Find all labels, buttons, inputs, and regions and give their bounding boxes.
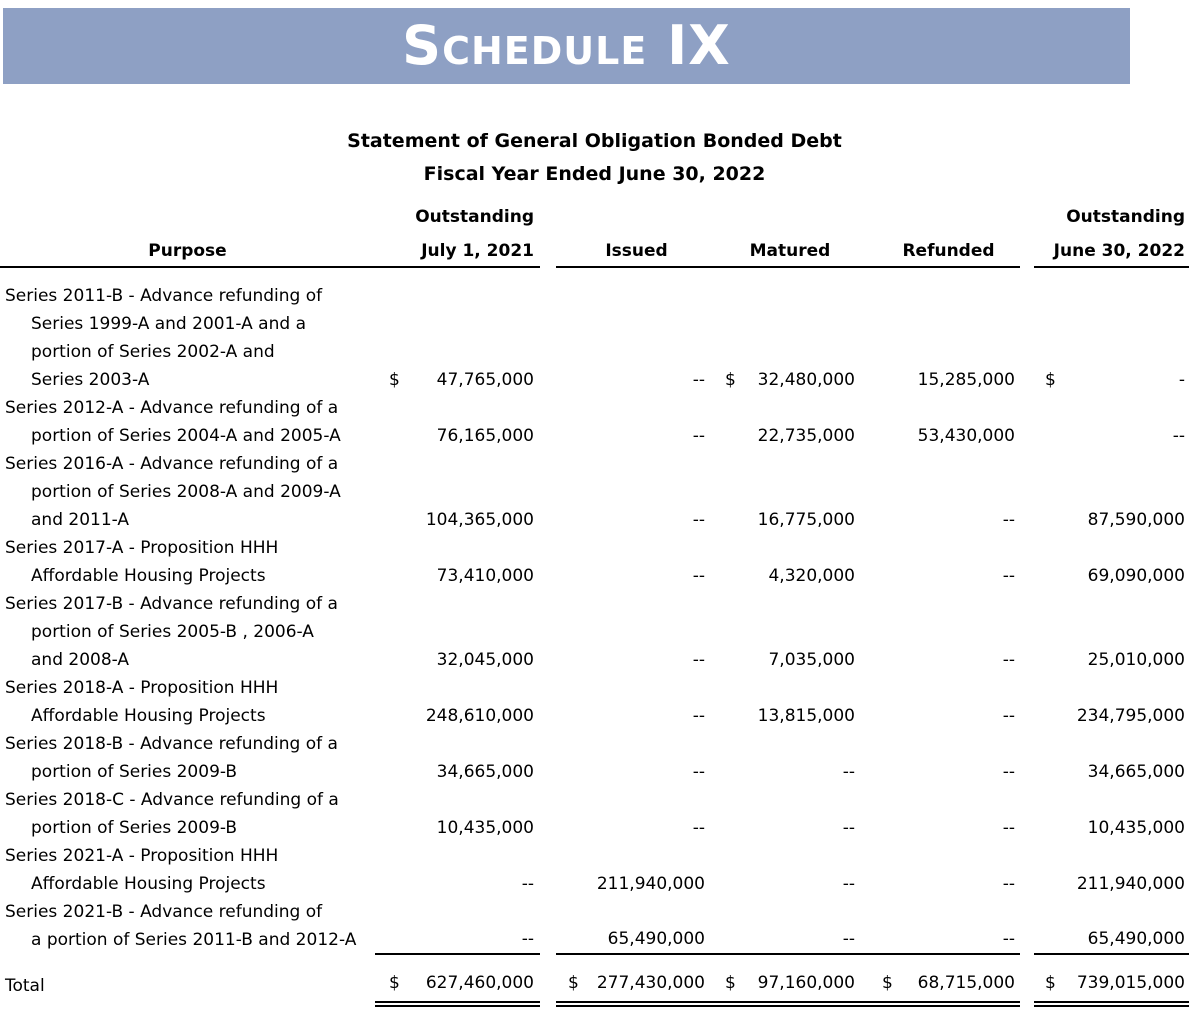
- amount-value: 73,410,000: [436, 566, 534, 586]
- header-purpose: Purpose: [0, 227, 375, 267]
- purpose-cell: [0, 730, 375, 786]
- amount-value: --: [842, 818, 855, 838]
- amount-value: 65,490,000: [607, 929, 705, 949]
- purpose-line: a portion of Series 2011-B and 2012-A: [31, 930, 357, 950]
- amount-value: 32,045,000: [436, 650, 534, 670]
- column-gap: [1020, 674, 1034, 730]
- purpose-line: Series 2017-A - Proposition HHH: [5, 538, 279, 558]
- header-june-date: June 30, 2022: [1034, 227, 1189, 267]
- cell-refunded: [866, 786, 1020, 842]
- document-title: Statement of General Obligation Bonded Debt: [347, 130, 842, 152]
- cell-matured: [712, 674, 866, 730]
- cell-outstanding-july: [375, 590, 540, 674]
- cell-outstanding-july: [375, 267, 540, 394]
- amount-value: --: [1002, 762, 1015, 782]
- purpose-line: Series 2003-A: [31, 370, 150, 390]
- spacer-row: [0, 954, 1189, 969]
- cell-outstanding-june: [1034, 534, 1189, 590]
- table-row: [0, 674, 1189, 730]
- cell-refunded: [866, 898, 1020, 954]
- amount-value: 22,735,000: [757, 426, 855, 446]
- purpose-cell: [0, 450, 375, 534]
- column-gap: [1020, 227, 1034, 267]
- cell-outstanding-july: [375, 786, 540, 842]
- purpose-line: Series 2021-A - Proposition HHH: [5, 846, 279, 866]
- amount-value: --: [1002, 650, 1015, 670]
- cell-refunded: [866, 394, 1020, 450]
- purpose-line: Series 2011-B - Advance refunding of: [5, 286, 323, 306]
- cell-outstanding-june: [1034, 730, 1189, 786]
- document-subtitle: Fiscal Year Ended June 30, 2022: [423, 163, 766, 185]
- purpose-line: portion of Series 2009-B: [31, 762, 238, 782]
- column-gap: [1020, 534, 1034, 590]
- header-matured: Matured: [712, 227, 866, 267]
- amount-value: 234,795,000: [1076, 706, 1185, 726]
- amount-value: --: [521, 929, 534, 949]
- table-row: [0, 898, 1189, 954]
- purpose-line: and 2008-A: [31, 650, 130, 670]
- cell-issued: [556, 730, 712, 786]
- total-issued: [556, 969, 712, 1004]
- column-gap: [540, 786, 556, 842]
- purpose-line: Series 1999-A and 2001-A and a: [31, 314, 306, 334]
- amount-value: --: [692, 426, 705, 446]
- dollar-sign: $: [568, 973, 579, 993]
- table-row: [0, 267, 1189, 394]
- cell-issued: [556, 534, 712, 590]
- dollar-sign: $: [882, 973, 893, 993]
- total-label: Total: [5, 976, 45, 996]
- amount-value: 739,015,000: [1076, 973, 1185, 993]
- amount-value: 97,160,000: [757, 973, 855, 993]
- purpose-line: and 2011-A: [31, 510, 130, 530]
- cell-issued: [556, 674, 712, 730]
- column-gap: [540, 201, 556, 227]
- column-gap: [1020, 730, 1034, 786]
- table-row: [0, 394, 1189, 450]
- amount-value: --: [1002, 510, 1015, 530]
- cell-outstanding-june: [1034, 898, 1189, 954]
- column-gap: [1020, 394, 1034, 450]
- amount-value: --: [1002, 874, 1015, 894]
- cell-outstanding-june: [1034, 450, 1189, 534]
- table-row: [0, 842, 1189, 898]
- amount-value: --: [842, 762, 855, 782]
- column-gap: [1020, 450, 1034, 534]
- amount-value: 4,320,000: [768, 566, 855, 586]
- column-gap: [540, 969, 556, 1004]
- amount-value: --: [842, 874, 855, 894]
- header-issued: Issued: [556, 227, 712, 267]
- amount-value: 7,035,000: [768, 650, 855, 670]
- purpose-cell: [0, 674, 375, 730]
- cell-issued: [556, 786, 712, 842]
- table-row: [0, 786, 1189, 842]
- purpose-cell: [0, 898, 375, 954]
- column-gap: [540, 227, 556, 267]
- cell-matured: [712, 842, 866, 898]
- cell-outstanding-june: [1034, 674, 1189, 730]
- column-gap: [1020, 969, 1034, 1004]
- amount-value: 47,765,000: [436, 370, 534, 390]
- amount-value: 10,435,000: [436, 818, 534, 838]
- cell-outstanding-june: [1034, 267, 1189, 394]
- column-gap: [1020, 267, 1034, 394]
- dollar-sign: $: [389, 973, 400, 993]
- column-gap: [540, 898, 556, 954]
- cell-outstanding-june: [1034, 394, 1189, 450]
- header-july-date: July 1, 2021: [375, 227, 540, 267]
- amount-value: --: [842, 929, 855, 949]
- cell-matured: [712, 590, 866, 674]
- table-row: [0, 450, 1189, 534]
- schedule-banner: [3, 8, 1130, 84]
- cell-outstanding-july: [375, 730, 540, 786]
- column-gap: [1020, 898, 1034, 954]
- column-gap: [1020, 786, 1034, 842]
- cell-issued: [556, 394, 712, 450]
- amount-value: 76,165,000: [436, 426, 534, 446]
- column-gap: [1020, 590, 1034, 674]
- purpose-cell: [0, 590, 375, 674]
- purpose-cell: [0, 394, 375, 450]
- purpose-cell: [0, 786, 375, 842]
- cell-matured: [712, 534, 866, 590]
- amount-value: --: [521, 874, 534, 894]
- cell-issued: [556, 898, 712, 954]
- amount-value: 13,815,000: [757, 706, 855, 726]
- total-outstanding-july: [375, 969, 540, 1004]
- total-outstanding-june: [1034, 969, 1189, 1004]
- column-gap: [1020, 842, 1034, 898]
- amount-value: 25,010,000: [1087, 650, 1185, 670]
- purpose-cell: [0, 534, 375, 590]
- cell-outstanding-july: [375, 842, 540, 898]
- cell-matured: [712, 450, 866, 534]
- amount-value: --: [692, 706, 705, 726]
- purpose-line: Series 2017-B - Advance refunding of a: [5, 594, 338, 614]
- purpose-line: Series 2018-B - Advance refunding of a: [5, 734, 338, 754]
- amount-value: 248,610,000: [425, 706, 534, 726]
- header-outstanding-left: Outstanding: [415, 207, 534, 227]
- cell-outstanding-june: [1034, 842, 1189, 898]
- dollar-sign: $: [389, 370, 400, 390]
- cell-matured: [712, 394, 866, 450]
- amount-value: --: [692, 762, 705, 782]
- purpose-cell: [0, 842, 375, 898]
- amount-value: 87,590,000: [1087, 510, 1185, 530]
- amount-value: --: [692, 818, 705, 838]
- column-gap: [540, 267, 556, 394]
- cell-matured: [712, 898, 866, 954]
- dollar-sign: $: [725, 370, 736, 390]
- purpose-line: Series 2018-A - Proposition HHH: [5, 678, 279, 698]
- purpose-line: portion of Series 2009-B: [31, 818, 238, 838]
- dollar-sign: $: [725, 973, 736, 993]
- column-gap: [540, 842, 556, 898]
- cell-outstanding-june: [1034, 590, 1189, 674]
- amount-value: 16,775,000: [757, 510, 855, 530]
- amount-value: 69,090,000: [1087, 566, 1185, 586]
- amount-value: --: [1172, 426, 1185, 446]
- amount-value: --: [1002, 818, 1015, 838]
- cell-matured: [712, 786, 866, 842]
- amount-value: 34,665,000: [1087, 762, 1185, 782]
- column-gap: [540, 590, 556, 674]
- cell-refunded: [866, 590, 1020, 674]
- header-row-bottom: [0, 227, 1189, 267]
- cell-outstanding-july: [375, 674, 540, 730]
- cell-outstanding-july: [375, 534, 540, 590]
- purpose-line: Affordable Housing Projects: [31, 706, 266, 726]
- purpose-line: Series 2021-B - Advance refunding of: [5, 902, 323, 922]
- purpose-line: Affordable Housing Projects: [31, 874, 266, 894]
- amount-value: --: [1002, 929, 1015, 949]
- column-gap: [540, 394, 556, 450]
- cell-refunded: [866, 674, 1020, 730]
- total-row: [0, 969, 1189, 1004]
- cell-outstanding-july: [375, 394, 540, 450]
- dollar-sign: $: [1045, 370, 1056, 390]
- amount-value: --: [692, 510, 705, 530]
- purpose-line: Series 2018-C - Advance refunding of a: [5, 790, 339, 810]
- header-row-top: [0, 201, 1189, 227]
- amount-value: 627,460,000: [425, 973, 534, 993]
- header-refunded: Refunded: [866, 227, 1020, 267]
- purpose-line: portion of Series 2005-B , 2006-A: [31, 622, 314, 642]
- cell-issued: [556, 590, 712, 674]
- amount-value: 211,940,000: [596, 874, 705, 894]
- amount-value: 34,665,000: [436, 762, 534, 782]
- total-refunded: [866, 969, 1020, 1004]
- column-gap: [540, 534, 556, 590]
- cell-issued: [556, 842, 712, 898]
- purpose-cell: [0, 267, 375, 394]
- amount-value: -: [1178, 370, 1185, 390]
- amount-value: 53,430,000: [917, 426, 1015, 446]
- cell-matured: [712, 267, 866, 394]
- cell-issued: [556, 267, 712, 394]
- table-row: [0, 590, 1189, 674]
- dollar-sign: $: [1045, 973, 1056, 993]
- column-gap: [540, 674, 556, 730]
- table-row: [0, 534, 1189, 590]
- purpose-line: portion of Series 2008-A and 2009-A: [31, 482, 341, 502]
- cell-refunded: [866, 267, 1020, 394]
- amount-value: 15,285,000: [917, 370, 1015, 390]
- column-gap: [1020, 201, 1034, 227]
- cell-outstanding-july: [375, 898, 540, 954]
- amount-value: --: [1002, 566, 1015, 586]
- purpose-line: portion of Series 2002-A and: [31, 342, 275, 362]
- purpose-line: Series 2016-A - Advance refunding of a: [5, 454, 339, 474]
- amount-value: --: [1002, 706, 1015, 726]
- table-row: [0, 730, 1189, 786]
- bonded-debt-table: [0, 201, 1189, 1007]
- column-gap: [540, 730, 556, 786]
- total-matured: [712, 969, 866, 1004]
- cell-refunded: [866, 842, 1020, 898]
- purpose-line: Series 2012-A - Advance refunding of a: [5, 398, 339, 418]
- amount-value: 104,365,000: [425, 510, 534, 530]
- cell-matured: [712, 730, 866, 786]
- purpose-line: Affordable Housing Projects: [31, 566, 266, 586]
- amount-value: --: [692, 566, 705, 586]
- amount-value: --: [692, 650, 705, 670]
- amount-value: 68,715,000: [917, 973, 1015, 993]
- amount-value: 277,430,000: [596, 973, 705, 993]
- amount-value: 65,490,000: [1087, 929, 1185, 949]
- cell-issued: [556, 450, 712, 534]
- cell-refunded: [866, 534, 1020, 590]
- header-outstanding-right: Outstanding: [1066, 207, 1185, 227]
- cell-outstanding-june: [1034, 786, 1189, 842]
- amount-value: 10,435,000: [1087, 818, 1185, 838]
- cell-outstanding-july: [375, 450, 540, 534]
- banner-title: Schedule IX: [402, 14, 731, 77]
- amount-value: --: [692, 370, 705, 390]
- column-gap: [540, 450, 556, 534]
- purpose-line: portion of Series 2004-A and 2005-A: [31, 426, 341, 446]
- cell-refunded: [866, 450, 1020, 534]
- amount-value: 211,940,000: [1076, 874, 1185, 894]
- amount-value: 32,480,000: [757, 370, 855, 390]
- cell-refunded: [866, 730, 1020, 786]
